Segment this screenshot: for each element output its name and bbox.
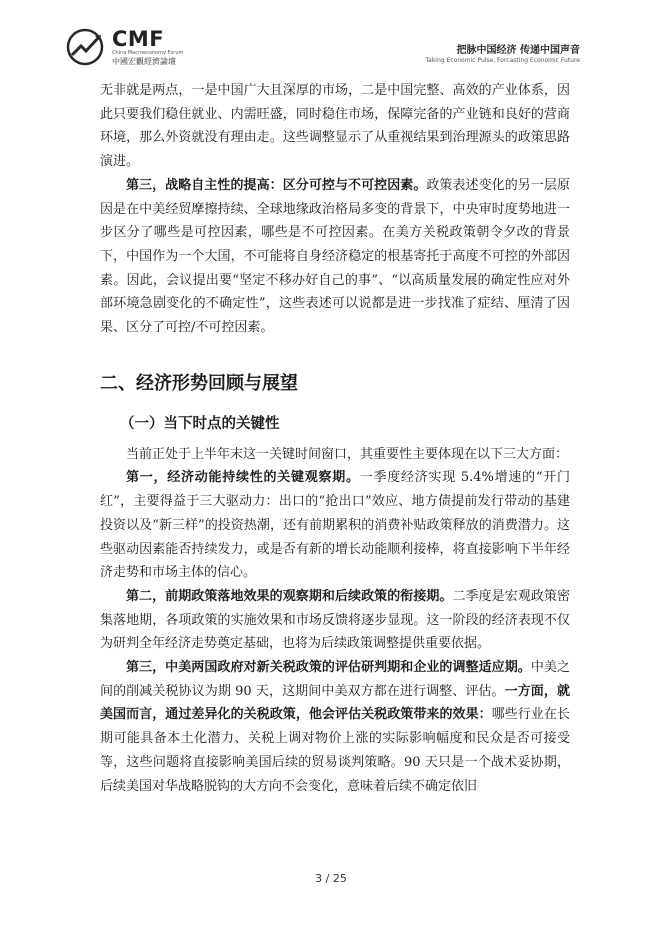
paragraph-2 bbox=[100, 174, 570, 340]
slogan-chinese: 把脉中国经济 传递中国声音 bbox=[456, 45, 580, 56]
paragraph-6 bbox=[100, 656, 570, 798]
page-number: 3 / 25 bbox=[315, 872, 347, 885]
brand-block bbox=[112, 28, 183, 67]
paragraph-5-text: 二季度是宏观政策密集落地期，各项政策的实施效果和市场反馈将逐步显现。这一阶段的经济表现不仅为研判全年经济走势奠定基础，也将为后续政策调整提供重要依据。 bbox=[100, 588, 570, 652]
paragraph-1: 无非就是两点，一是中国广大且深厚的市场，二是中国完整、高效的产业体系，因此只要我们稳住就业、内需旺盛，同时稳住市场，保障完备的产业链和良好的营商环境，那么外资就没有理由走。这些调整显示了从重视结果到治理源头的政策思路演进。 bbox=[100, 83, 570, 170]
paragraph-2-lead: 第三，战略自主性的提高：区分可控与不可控因素。 bbox=[126, 177, 427, 193]
subsection-heading: （一）当下时点的关键性 bbox=[120, 415, 280, 432]
paragraph-4-lead: 第一，经济动能持续性的关键观察期。 bbox=[126, 470, 360, 486]
paragraph-6-emphasis: 一方面，就美国而言，通过差异化的关税政策，他会评估关税政策带来的效果： bbox=[100, 683, 570, 723]
paragraph-5 bbox=[100, 585, 570, 656]
paragraph-3: 当前正处于上半年末这一关键时间窗口，其重要性主要体现在以下三大方面： bbox=[126, 446, 569, 462]
cmf-logo-icon bbox=[66, 28, 110, 66]
paragraph-5-lead: 第二，前期政策落地效果的观察期和后续政策的衔接期。 bbox=[126, 588, 453, 604]
brand-name: CMF bbox=[112, 27, 165, 51]
header-slogan bbox=[425, 44, 580, 65]
section-heading: 二、经济形势回顾与展望 bbox=[100, 372, 298, 394]
paragraph-6-lead: 第三，中美两国政府对新关税政策的评估研判期和企业的调整适应期。 bbox=[126, 660, 531, 676]
paragraph-4 bbox=[100, 466, 570, 585]
page-header bbox=[0, 0, 662, 78]
paragraph-6-text-b: 哪些行业在长期可能具备本土化潜力、关税上调对物价上涨的实际影响幅度和民众是否可接受等，这些问题将直接影响美国后续的贸易谈判策略。90 天只是一个战术妥协期，后续美国对华战略脱钩的大方向不会变化，意味着后续不确定依旧 bbox=[100, 707, 570, 794]
paragraph-2-text: 政策表述变化的另一层原因是在中美经贸摩擦持续、全球地缘政治格局多变的背景下，中央审时度势地进一步区分了哪些是可控因素，哪些是不可控因素。在美方关税政策朝令夕改的背景下，中国作为一个大国，不可能将自身经济稳定的根基寄托于高度不可控的外部因素。因此，会议提出要“坚定不移办好自己的事”、“以高质量发展的确定性应对外部环境急剧变化的不确定性”，这些表述可以说都是进一步找准了症结、厘清了因果、区分了可控/不可控因素。 bbox=[100, 177, 570, 336]
brand-chinese: 中國宏觀經濟論壇 bbox=[112, 57, 176, 66]
paragraph-4-text: 一季度经济实现 5.4%增速的“开门红”，主要得益于三大驱动力：出口的“抢出口”效应、地方债提前发行带动的基建投资以及“新三样”的投资热潮，还有前期累积的消费补贴政策释放的消费潜力。这些驱动因素能否持续发力，或是否有新的增长动能顺利接棒，将直接影响下半年经济走势和市场主体的信心。 bbox=[100, 470, 570, 581]
slogan-english: Taking Economic Pulse, Forcasting Economic Future bbox=[425, 57, 580, 64]
paragraph-6-text-a: 中美之间的削减关税协议为期 90 天，这期间中美双方都在进行调整、评估。 bbox=[100, 660, 570, 699]
brand-english: China Macroeconomy Forum bbox=[112, 50, 184, 56]
document-body bbox=[100, 79, 570, 798]
